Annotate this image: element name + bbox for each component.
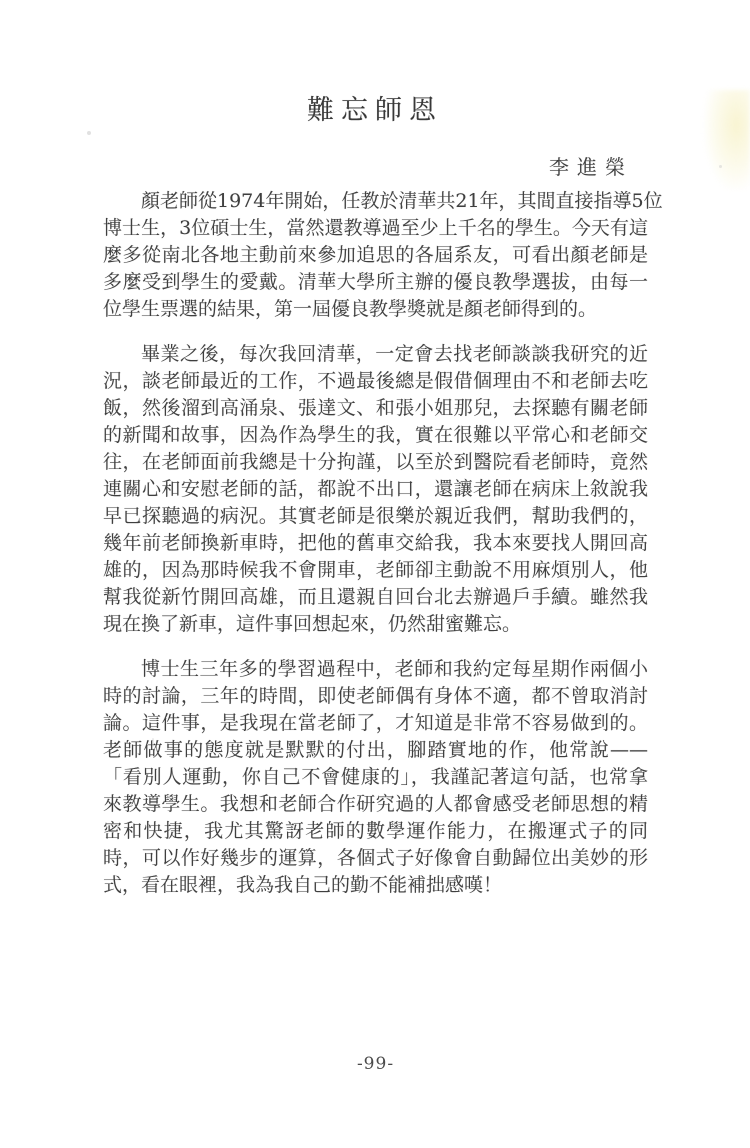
body-line: 來教導學生。我想和老師合作研究過的人都會感受老師思想的精 [103, 793, 648, 815]
body-line: 密和快捷，我尤其驚訝老師的數學運作能力，在搬運式子的同 [103, 820, 648, 842]
body-line: 幾年前老師換新車時，把他的舊車交給我，我本來要找人開回高 [103, 532, 648, 554]
body-line: 顏老師從1974年開始，任教於清華共21年，其間直接指導5位 [141, 190, 663, 212]
scan-speck [87, 131, 91, 135]
body-line: 多麼受到學生的愛戴。清華大學所主辦的優良教學選拔，由每一 [103, 271, 648, 293]
body-line: 早已探聽過的病況。其實老師是很樂於親近我們，幫助我們的， [103, 505, 648, 527]
body-line: 往，在老師面前我總是十分拘謹，以至於到醫院看老師時，竟然 [103, 451, 648, 473]
body-line: 時的討論，三年的時間，即使老師偶有身体不適，都不曾取消討 [103, 685, 648, 707]
page-title: 難忘師恩 [307, 95, 443, 126]
body-line: 式，看在眼裡，我為我自己的勤不能補拙感嘆！ [103, 874, 503, 896]
body-line: 連關心和安慰老師的話，都說不出口，還讓老師在病床上敘說我 [103, 478, 648, 500]
body-line: 的新聞和故事，因為作為學生的我，實在很難以平常心和老師交 [103, 424, 648, 446]
body-line: 麼多從南北各地主動前來參加追思的各屆系友，可看出顏老師是 [103, 244, 648, 266]
body-text [103, 188, 663, 899]
paragraph [103, 341, 648, 638]
paragraph [103, 188, 663, 323]
page-number: -99- [356, 1054, 395, 1074]
body-line: 博士生，3位碩士生，當然還教導過至少上千名的學生。今天有這 [103, 217, 648, 239]
body-line: 論。這件事，是我現在當老師了，才知道是非常不容易做到的。 [103, 712, 648, 734]
document-page [0, 88, 750, 1148]
body-line: 飯，然後溜到高涌泉、張達文、和張小姐那兒，去探聽有關老師 [103, 397, 648, 419]
body-line: 現在換了新車，這件事回想起來，仍然甜蜜難忘。 [103, 613, 522, 635]
body-line: 畢業之後，每次我回清華，一定會去找老師談談我研究的近 [141, 343, 648, 365]
scan-speck [719, 165, 722, 168]
body-line: 「看別人運動，你自己不會健康的」，我謹記著這句話，也常拿 [103, 766, 648, 788]
paragraph [103, 656, 648, 899]
body-line: 時，可以作好幾步的運算，各個式子好像會自動歸位出美妙的形 [103, 847, 648, 869]
body-line: 博士生三年多的學習過程中，老師和我約定每星期作兩個小 [141, 658, 648, 680]
author-name: 李進榮 [549, 155, 633, 179]
body-line: 況，談老師最近的工作，不過最後總是假借個理由不和老師去吃 [103, 370, 648, 392]
body-line: 位學生票選的結果，第一屆優良教學獎就是顏老師得到的。 [103, 298, 598, 320]
body-line: 幫我從新竹開回高雄，而且還親自回台北去辦過戶手續。雖然我 [103, 586, 648, 608]
text-column [103, 151, 663, 899]
body-line: 雄的，因為那時候我不會開車，老師卻主動說不用麻煩別人，他 [103, 559, 648, 581]
body-line: 老師做事的態度就是默默的付出，腳踏實地的作，他常說—— [103, 739, 648, 761]
